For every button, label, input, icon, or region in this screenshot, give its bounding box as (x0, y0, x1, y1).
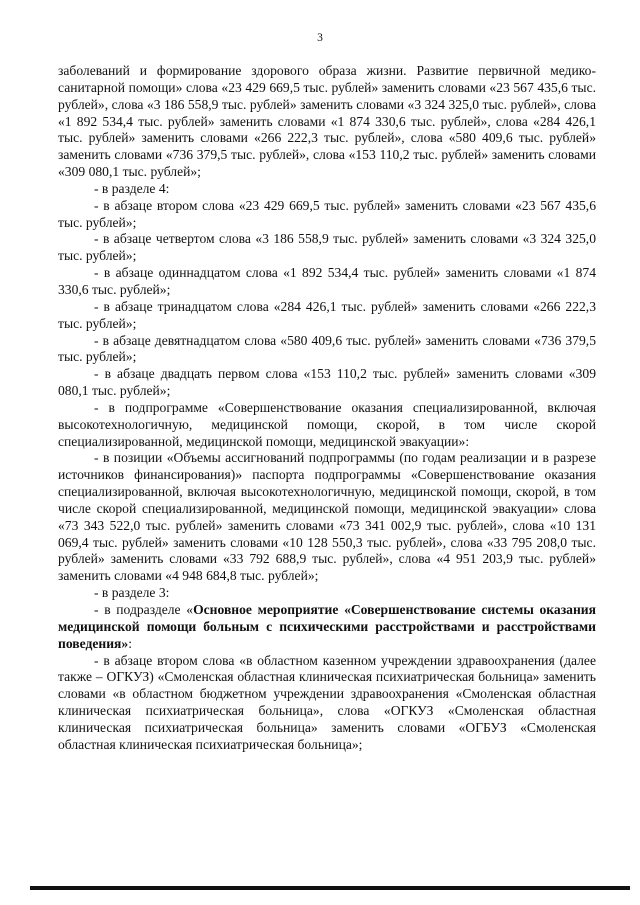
final-paragraph: - в абзаце втором слова «в областном казенном учреждении здравоохранения (далее также – ОГКУЗ) «Смоленская областная клиническая психиатрическая больница» заменить словами «в областном бюджетном учреждении здравоохранения «Смоленская областная клиническая психиатрическая больница», слова «ОГКУЗ «Смоленская областная клиническая психиатрическая больница» заменить словами «ОГБУЗ «Смоленская областная клиническая психиатрическая больница»; (58, 652, 596, 752)
paragraph-1: заболеваний и формирование здорового образа жизни. Развитие первичной медико-санитарной помощи» слова «23 429 669,5 тыс. рублей» заменить словами «23 567 435,6 тыс. рублей», слова «3 186 558,9 тыс. рублей» заменить словами «3 324 325,0 тыс. рублей», слова «1 892 534,4 тыс. рублей» заменить словами «1 874 330,6 тыс. рублей», слова «284 426,1 тыс. рублей» заменить словами «266 222,3 тыс. рублей», слова «580 409,6 тыс. рублей» заменить словами «736 379,5 тыс. рублей», слова «153 110,2 тыс. рублей» заменить словами «309 080,1 тыс. рублей»; (58, 63, 596, 180)
paragraph-10: - в позиции «Объемы ассигнований подпрограммы (по годам реализации и в разрезе источников финансирования)» паспорта подпрограммы «Совершенствование оказания специализированной, включая высокотехнологичную, медицинской помощи, скорой, в том числе скорой специализированной, медицинской помощи, медицинской эвакуации» слова «73 343 522,0 тыс. рублей» заменить словами «73 341 002,9 тыс. рублей», слова «10 131 069,4 тыс. рублей» заменить словами «10 128 550,3 тыс. рублей», слова «33 795 208,0 тыс. рублей» заменить словами «33 792 688,9 тыс. рублей», слова «4 951 203,9 тыс. рублей» заменить словами «4 948 684,8 тыс. рублей»; (58, 450, 596, 584)
subsection-title: Основное мероприятие «Совершенствование системы оказания медицинской помощи больным с психическими расстройствами и расстройствами поведения» (58, 602, 596, 651)
paragraph-4: - в абзаце четвертом слова «3 186 558,9 тыс. рублей» заменить словами «3 324 325,0 тыс. рублей»; (58, 231, 596, 264)
paragraph-11: - в разделе 3: (94, 585, 170, 601)
document-body (58, 63, 596, 754)
paragraph-9: - в подпрограмме «Совершенствование оказания специализированной, включая высокотехнологичную, медицинской помощи, скорой, в том числе скорой специализированной, медицинской помощи, медицинской эвакуации»: (58, 399, 596, 449)
paragraph-5: - в абзаце одиннадцатом слова «1 892 534,4 тыс. рублей» заменить словами «1 874 330,6 тыс. рублей»; (58, 265, 596, 297)
page-number: 3 (317, 32, 323, 44)
paragraph-8: - в абзаце двадцать первом слова «153 110,2 тыс. рублей» заменить словами «309 080,1 тыс. рублей»; (58, 366, 596, 399)
paragraph-7: - в абзаце девятнадцатом слова «580 409,6 тыс. рублей» заменить словами «736 379,5 тыс. рублей»; (58, 332, 596, 365)
paragraph-6: - в абзаце тринадцатом слова «284 426,1 тыс. рублей» заменить словами «266 222,3 тыс. рублей»; (58, 298, 596, 331)
subsection-paragraph (58, 602, 596, 653)
bottom-rule (30, 886, 630, 890)
subsection-prefix: - в подразделе « (94, 602, 194, 617)
paragraph-3: - в абзаце втором слова «23 429 669,5 тыс. рублей» заменить словами «23 567 435,6 тыс. рублей»; (58, 197, 596, 230)
paragraph-2: - в разделе 4: (94, 180, 170, 196)
subsection-suffix: : (128, 635, 132, 651)
